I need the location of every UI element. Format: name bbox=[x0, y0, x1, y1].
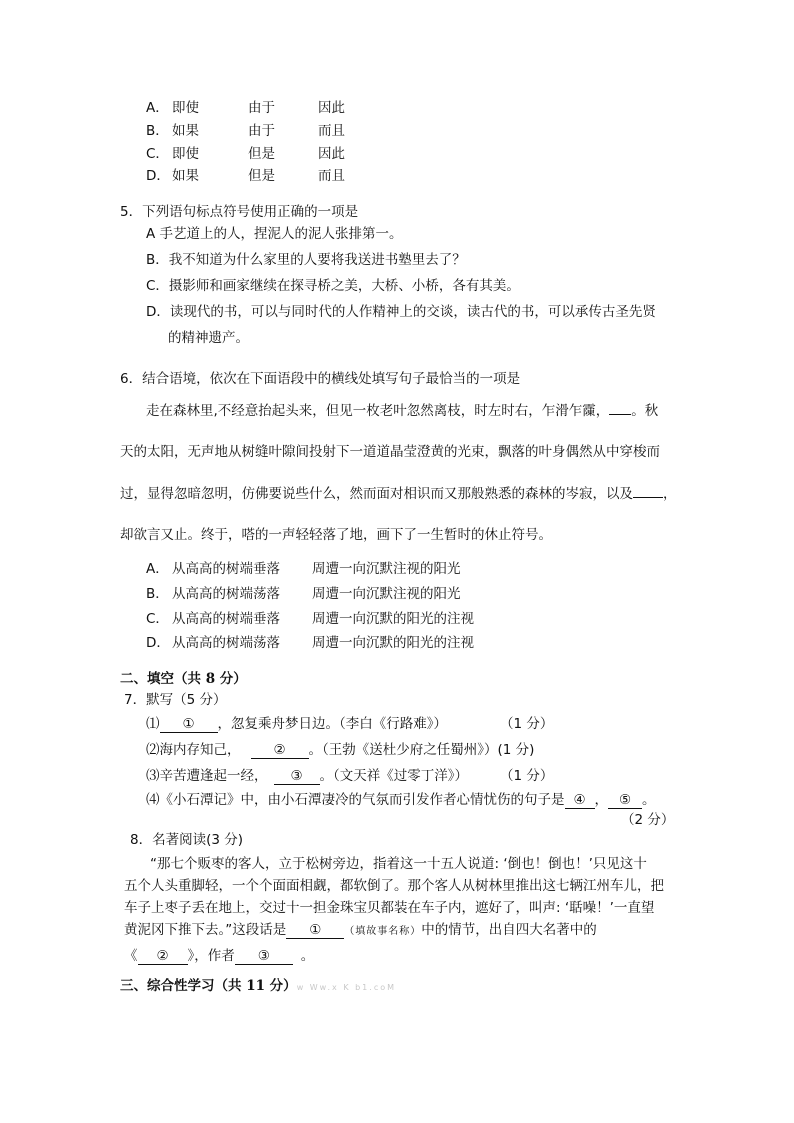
q7-line2-text: 。（王勃《送杜少府之任蜀州》）(1 分) bbox=[308, 742, 535, 758]
q6-para-line3 bbox=[120, 485, 677, 503]
q4-option-c1: 如果 bbox=[172, 168, 199, 184]
section2-title: 二、填空（共 8 分） bbox=[120, 671, 247, 687]
q8-blank-3: ③ bbox=[235, 949, 293, 965]
q5-option-d: D．读现代的书，可以与同时代的人作精神上的交谈，读古代的书，可以承传古圣先贤 bbox=[146, 304, 656, 320]
q8-blank-note: （填故事名称） bbox=[344, 926, 422, 937]
q7-line4-score: （2 分） bbox=[621, 812, 675, 828]
q8-para-text: 。 bbox=[300, 948, 315, 964]
q5-option-c: C．摄影师和画家继续在探寻桥之美，大桥、小桥，各有其美。 bbox=[146, 278, 520, 294]
q6-para-line1 bbox=[146, 402, 658, 420]
q6-para-text: 走在森林里,不经意抬起头来，但见一枚老叶忽然离枝，时左时右，乍滑乍䨯， bbox=[146, 403, 610, 419]
q6-option-c2: 周遭一向沉默注视的阳光 bbox=[312, 586, 461, 602]
section3-title bbox=[120, 977, 396, 997]
q5-option-b: B．我不知道为什么家里的人要将我送进书塾里去了？ bbox=[146, 252, 466, 268]
q8-para-line5 bbox=[124, 947, 314, 965]
q4-option-c3: 因此 bbox=[318, 146, 345, 162]
section3-title-text: 三、综合性学习（共 11 分） bbox=[120, 978, 297, 994]
q7-line3-prefix: ⑶辛苦遭逢起一经， bbox=[146, 768, 268, 784]
q6-option-c1: 从高高的树端荡落 bbox=[172, 635, 280, 651]
q7-line1-num: ⑴ bbox=[146, 716, 160, 732]
q7-blank-1: ① bbox=[160, 717, 218, 733]
q5-stem: 5．下列语句标点符号使用正确的一项是 bbox=[120, 204, 359, 220]
q7-line2-prefix: ⑵海内存知己， bbox=[146, 742, 241, 758]
q7-line4-end: 。 bbox=[642, 792, 656, 808]
q6-para-line2: 天的太阳，无声地从树缝叶隙间投射下一道道晶莹澄黄的光束，飘落的叶身偶然从中穿梭而 bbox=[120, 444, 660, 460]
q6-blank-1 bbox=[609, 414, 631, 415]
q8-blank-2: ② bbox=[138, 949, 188, 965]
q8-para-line2: 五个人头重脚轻，一个个面面相觑，都软倒了。那个客人从树林里推出这七辆江州车儿，把 bbox=[124, 878, 664, 894]
q6-stem: 6．结合语境，依次在下面语段中的横线处填写句子最恰当的一项是 bbox=[120, 371, 521, 387]
q7-line4-comma: ， bbox=[594, 792, 608, 808]
q4-option-c2: 但是 bbox=[248, 168, 275, 184]
q4-option-c2: 由于 bbox=[248, 100, 275, 116]
q6-option-letter: D． bbox=[146, 635, 170, 651]
q4-option-c1: 即使 bbox=[172, 146, 199, 162]
watermark-text: w Ww.x K b1.coM bbox=[296, 983, 397, 992]
q4-option-letter: B． bbox=[146, 123, 169, 139]
q8-para-text: 》，作者 bbox=[187, 948, 235, 964]
q8-stem: 8．名著阅读(3 分) bbox=[130, 832, 244, 848]
q4-option-letter: D． bbox=[146, 168, 170, 184]
q6-option-letter: B． bbox=[146, 586, 169, 602]
q6-para-text: 。秋 bbox=[631, 403, 659, 419]
q4-option-c2: 但是 bbox=[248, 146, 275, 162]
q8-para-text: 黄泥冈下推下去。”这段话是 bbox=[124, 922, 287, 938]
q4-option-c1: 即使 bbox=[172, 100, 199, 116]
q8-para-line4 bbox=[124, 921, 597, 941]
q8-para-line1: “那七个贩枣的客人，立于松树旁边，指着这一十五人说道: ‘倒也！倒也！’只见这十 bbox=[150, 856, 647, 872]
q4-option-letter: A． bbox=[146, 100, 169, 116]
q5-option-a: A 手艺道上的人，捏泥人的泥人张排第一。 bbox=[146, 226, 403, 242]
q8-para-text: 中的情节，出自四大名著中的 bbox=[421, 922, 597, 938]
q7-blank-5: ⑤ bbox=[608, 793, 642, 809]
q6-option-c1: 从高高的树端垂落 bbox=[172, 561, 280, 577]
q4-option-c1: 如果 bbox=[172, 123, 199, 139]
q7-line4-text: ⑷《小石潭记》中，由小石潭凄冷的气氛而引发作者心情忧伤的句子是 bbox=[146, 792, 565, 808]
q8-para-line3: 车子上枣子丢在地上，交过十一担金珠宝贝都装在车子内，遮好了，叫声: ‘聒噪！’一直望 bbox=[124, 900, 655, 916]
q8-para-text: 《 bbox=[124, 948, 138, 964]
q6-option-c1: 从高高的树端垂落 bbox=[172, 611, 280, 627]
q8-blank-1: ① bbox=[286, 923, 344, 939]
q4-option-c2: 由于 bbox=[248, 123, 275, 139]
q7-stem: 7．默写（5 分） bbox=[124, 692, 227, 708]
q7-line2 bbox=[146, 741, 534, 759]
q7-blank-2: ② bbox=[251, 743, 309, 759]
q4-option-letter: C． bbox=[146, 146, 169, 162]
q6-option-letter: C． bbox=[146, 611, 169, 627]
q6-option-c1: 从高高的树端荡落 bbox=[172, 586, 280, 602]
q4-option-c3: 而且 bbox=[318, 168, 345, 184]
q6-option-c2: 周遭一向沉默的阳光的注视 bbox=[312, 611, 474, 627]
q7-line3-text: 。（文天祥《过零丁洋》） bbox=[319, 768, 468, 784]
q7-line4 bbox=[146, 791, 656, 809]
q6-option-letter: A． bbox=[146, 561, 169, 577]
q7-line1-score: （1 分） bbox=[500, 716, 554, 732]
q4-option-c3: 而且 bbox=[318, 123, 345, 139]
q4-option-c3: 因此 bbox=[318, 100, 345, 116]
q7-line1 bbox=[146, 715, 447, 733]
q6-option-c2: 周遭一向沉默的阳光的注视 bbox=[312, 635, 474, 651]
q5-option-d-cont: 的精神遗产。 bbox=[168, 330, 249, 346]
q6-blank-2 bbox=[633, 497, 663, 498]
q6-para-text: ， bbox=[663, 486, 677, 502]
q7-blank-3: ③ bbox=[274, 769, 320, 785]
q6-para-line4: 却欲言又止。终于，嗒的一声轻轻落了地，画下了一生暂时的休止符号。 bbox=[120, 527, 552, 543]
q6-para-text: 过，显得忽暗忽明，仿佛要说些什么，然而面对相识而又那般熟悉的森林的岑寂，以及 bbox=[120, 486, 633, 502]
q7-line3-score: （1 分） bbox=[500, 768, 554, 784]
q7-line3 bbox=[146, 767, 468, 785]
q7-line1-text: ，忽复乘舟梦日边。（李白《行路难》） bbox=[217, 716, 447, 732]
q7-blank-4: ④ bbox=[565, 793, 595, 809]
q6-option-c2: 周遭一向沉默注视的阳光 bbox=[312, 561, 461, 577]
